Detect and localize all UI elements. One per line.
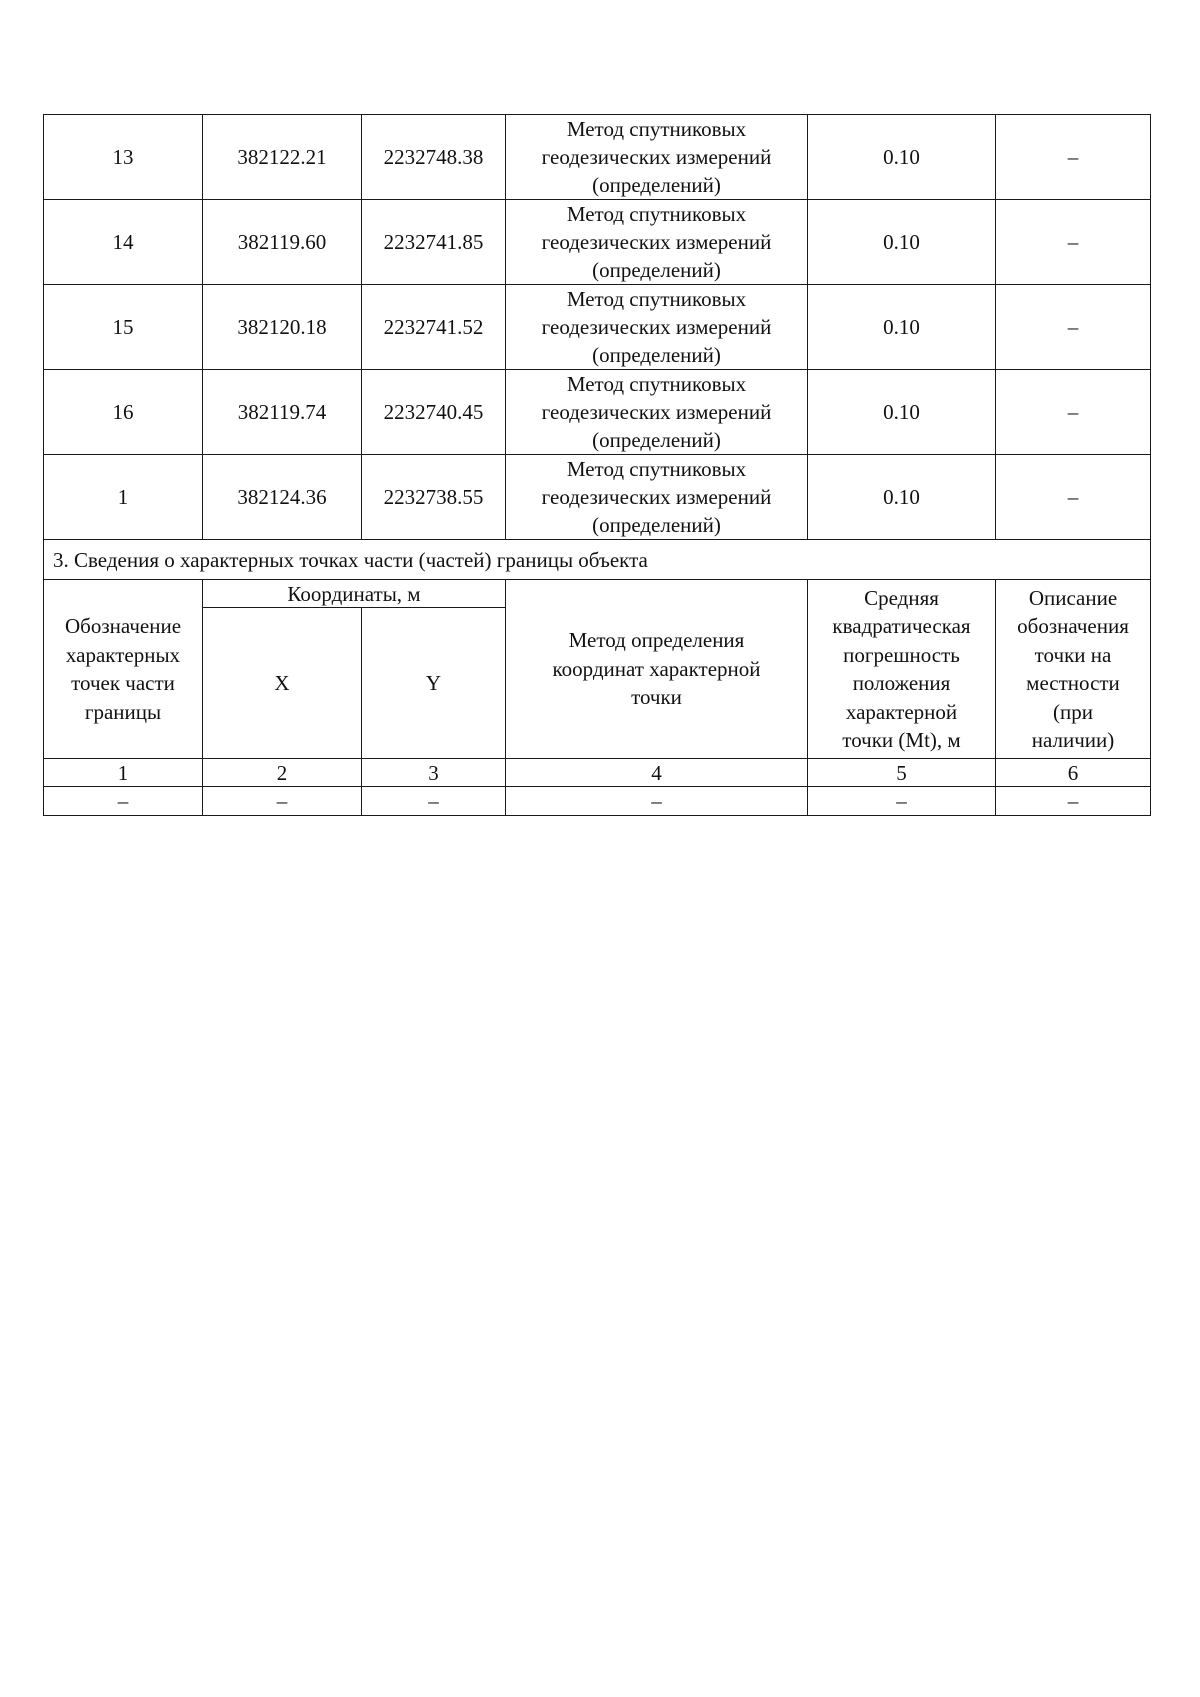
method-line: Метод спутниковых bbox=[566, 117, 747, 141]
point-cell: 14 bbox=[44, 200, 203, 285]
empty-cell: – bbox=[996, 787, 1151, 816]
section-3-row bbox=[44, 540, 1151, 580]
description-cell: – bbox=[996, 455, 1151, 540]
table-row bbox=[44, 455, 1151, 540]
x-coordinate-cell: 382119.74 bbox=[203, 370, 362, 455]
header-y: Y bbox=[362, 608, 506, 759]
empty-cell: – bbox=[203, 787, 362, 816]
method-line: Метод спутниковых bbox=[566, 202, 747, 226]
header-row-top bbox=[44, 580, 1151, 608]
empty-cell: – bbox=[44, 787, 203, 816]
method-line: (определений) bbox=[592, 173, 721, 197]
description-cell: – bbox=[996, 115, 1151, 200]
method-line: (определений) bbox=[592, 343, 721, 367]
column-number: 5 bbox=[808, 759, 996, 787]
table-row bbox=[44, 370, 1151, 455]
method-line: геодезических измерений bbox=[541, 145, 772, 169]
method-line: геодезических измерений bbox=[541, 400, 772, 424]
header-x: X bbox=[203, 608, 362, 759]
accuracy-cell: 0.10 bbox=[808, 285, 996, 370]
method-cell bbox=[506, 370, 808, 455]
point-cell: 16 bbox=[44, 370, 203, 455]
column-number: 3 bbox=[362, 759, 506, 787]
method-line: Метод спутниковых bbox=[566, 287, 747, 311]
accuracy-cell: 0.10 bbox=[808, 115, 996, 200]
description-cell: – bbox=[996, 285, 1151, 370]
header-method: Метод определения координат характерной точки bbox=[506, 580, 808, 759]
point-cell: 15 bbox=[44, 285, 203, 370]
y-coordinate-cell: 2232738.55 bbox=[362, 455, 506, 540]
method-cell bbox=[506, 200, 808, 285]
header-accuracy: Средняя квадратическая погрешность положения характерной точки (Mt), м bbox=[808, 580, 996, 759]
empty-data-row bbox=[44, 787, 1151, 816]
data-rows bbox=[44, 115, 1151, 540]
boundary-points-table bbox=[43, 114, 1151, 816]
header-designation: Обозначение характерных точек части границы bbox=[44, 580, 203, 759]
x-coordinate-cell: 382124.36 bbox=[203, 455, 362, 540]
table-row bbox=[44, 115, 1151, 200]
method-line: (определений) bbox=[592, 258, 721, 282]
empty-cell: – bbox=[808, 787, 996, 816]
y-coordinate-cell: 2232741.52 bbox=[362, 285, 506, 370]
y-coordinate-cell: 2232741.85 bbox=[362, 200, 506, 285]
accuracy-cell: 0.10 bbox=[808, 455, 996, 540]
method-cell bbox=[506, 115, 808, 200]
description-cell: – bbox=[996, 200, 1151, 285]
description-cell: – bbox=[996, 370, 1151, 455]
x-coordinate-cell: 382122.21 bbox=[203, 115, 362, 200]
method-line: геодезических измерений bbox=[541, 230, 772, 254]
x-coordinate-cell: 382120.18 bbox=[203, 285, 362, 370]
y-coordinate-cell: 2232740.45 bbox=[362, 370, 506, 455]
header-coordinates: Координаты, м bbox=[203, 580, 506, 608]
method-cell bbox=[506, 455, 808, 540]
method-cell bbox=[506, 285, 808, 370]
method-line: геодезических измерений bbox=[541, 315, 772, 339]
column-number: 6 bbox=[996, 759, 1151, 787]
accuracy-cell: 0.10 bbox=[808, 370, 996, 455]
empty-cell: – bbox=[506, 787, 808, 816]
table-row bbox=[44, 285, 1151, 370]
header-description: Описание обозначения точки на местности (при наличии) bbox=[996, 580, 1151, 759]
column-number: 2 bbox=[203, 759, 362, 787]
method-line: Метод спутниковых bbox=[566, 372, 747, 396]
x-coordinate-cell: 382119.60 bbox=[203, 200, 362, 285]
method-line: геодезических измерений bbox=[541, 485, 772, 509]
method-line: Метод спутниковых bbox=[566, 457, 747, 481]
y-coordinate-cell: 2232748.38 bbox=[362, 115, 506, 200]
accuracy-cell: 0.10 bbox=[808, 200, 996, 285]
method-line: (определений) bbox=[592, 513, 721, 537]
point-cell: 1 bbox=[44, 455, 203, 540]
section-3-title: 3. Сведения о характерных точках части (частей) границы объекта bbox=[44, 540, 1151, 580]
method-line: (определений) bbox=[592, 428, 721, 452]
table-row bbox=[44, 200, 1151, 285]
column-number: 4 bbox=[506, 759, 808, 787]
column-number: 1 bbox=[44, 759, 203, 787]
empty-cell: – bbox=[362, 787, 506, 816]
column-numbers-row bbox=[44, 759, 1151, 787]
point-cell: 13 bbox=[44, 115, 203, 200]
